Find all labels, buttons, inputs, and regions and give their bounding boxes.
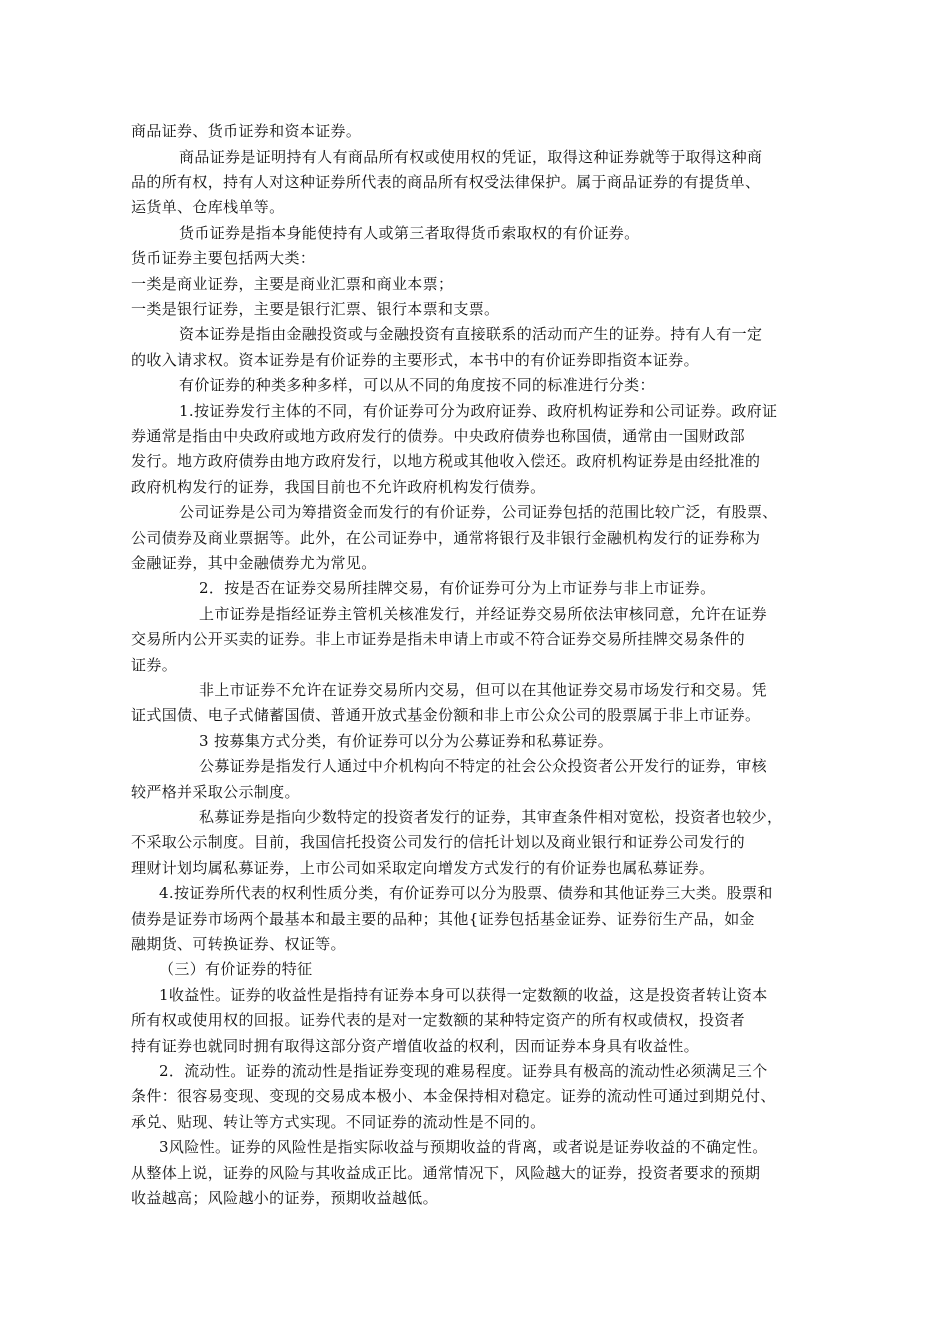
text-line: 较严格并采取公示制度。 xyxy=(131,783,300,801)
text-line: 3 按募集方式分类，有价证券可以分为公募证券和私募证券。 xyxy=(199,732,614,750)
text-line: 上市证券是指经证券主管机关核准发行，并经证券交易所依法审核同意，允许在证券 xyxy=(199,605,767,623)
text-line: 货币证券是指本身能使持有人或第三者取得货币索取权的有价证券。 xyxy=(179,224,640,242)
text-line: 非上市证券不允许在证券交易所内交易，但可以在其他证券交易市场发行和交易。凭 xyxy=(199,681,767,699)
text-line: 政府机构发行的证券，我国目前也不允许政府机构发行债券。 xyxy=(131,478,546,496)
text-line: 交易所内公开买卖的证券。非上市证券是指未申请上市或不符合证券交易所挂牌交易条件的 xyxy=(131,630,746,648)
text-line: 货币证券主要包括两大类： xyxy=(131,249,316,267)
section-heading: （三）有价证券的特征 xyxy=(159,960,313,978)
text-line: 商品证券是证明持有人有商品所有权或使用权的凭证，取得这种证券就等于取得这种商 xyxy=(179,148,763,166)
text-line: 承兑、贴现、转让等方式实现。不同证券的流动性是不同的。 xyxy=(131,1113,546,1131)
text-line: 理财计划均属私募证券，上市公司如采取定向增发方式发行的有价证券也属私募证券。 xyxy=(131,859,715,877)
text-line: 公司债券及商业票据等。此外，在公司证券中，通常将银行及非银行金融机构发行的证券称为 xyxy=(131,529,761,547)
text-line: 从整体上说，证券的风险与其收益成正比。通常情况下，风险越大的证券，投资者要求的预期 xyxy=(131,1164,761,1182)
text-line: 券通常是指由中央政府或地方政府发行的债券。中央政府债券也称国债，通常由一国财政部 xyxy=(131,427,746,445)
text-line: 证式国债、电子式储蓄国债、普通开放式基金份额和非上市公众公司的股票属于非上市证券。 xyxy=(131,706,761,724)
text-line: 不采取公示制度。目前，我国信托投资公司发行的信托计划以及商业银行和证券公司发行的 xyxy=(131,833,746,851)
text-line: 一类是商业证券，主要是商业汇票和商业本票； xyxy=(131,275,454,293)
text-line: 证券。 xyxy=(131,656,178,674)
text-line: 商品证券、货币证券和资本证券。 xyxy=(131,122,362,140)
text-line: 所有权或使用权的回报。证券代表的是对一定数额的某种特定资产的所有权或债权，投资者 xyxy=(131,1011,746,1029)
text-line: 4.按证券所代表的权利性质分类，有价证券可以分为股票、债券和其他证券三大类。股票和 xyxy=(159,884,773,902)
text-line: 运货单、仓库栈单等。 xyxy=(131,198,285,216)
text-line: 有价证券的种类多种多样，可以从不同的角度按不同的标准进行分类： xyxy=(179,376,655,394)
text-line: 2．流动性。证券的流动性是指证券变现的难易程度。证券具有极高的流动性必须满足三个 xyxy=(159,1062,768,1080)
text-line: 融期货、可转换证券、权证等。 xyxy=(131,935,346,953)
text-line: 3风险性。证券的风险性是指实际收益与预期收益的背离，或者说是证券收益的不确定性。 xyxy=(159,1138,768,1156)
text-line: 1收益性。证券的收益性是指持有证券本身可以获得一定数额的收益，这是投资者转让资本 xyxy=(159,986,768,1004)
text-line: 一类是银行证券，主要是银行汇票、银行本票和支票。 xyxy=(131,300,500,318)
text-line: 债券是证券市场两个最基本和最主要的品种；其他{证券包括基金证券、证券衍生产品，如金 xyxy=(131,910,755,928)
text-line: 发行。地方政府债券由地方政府发行，以地方税或其他收入偿还。政府机构证券是由经批准的 xyxy=(131,452,761,470)
text-line: 私募证券是指向少数特定的投资者发行的证券，其审查条件相对宽松，投资者也较少， xyxy=(199,808,783,826)
text-line: 收益越高；风险越小的证券，预期收益越低。 xyxy=(131,1189,439,1207)
text-line: 的收入请求权。资本证券是有价证券的主要形式，本书中的有价证券即指资本证券。 xyxy=(131,351,699,369)
text-line: 公司证券是公司为筹措资金而发行的有价证券，公司证券包括的范围比较广泛，有股票、 xyxy=(179,503,778,521)
text-line: 资本证券是指由金融投资或与金融投资有直接联系的活动而产生的证券。持有人有一定 xyxy=(179,325,763,343)
text-line: 2．按是否在证券交易所挂牌交易，有价证券可分为上市证券与非上市证券。 xyxy=(199,579,716,597)
text-line: 公募证券是指发行人通过中介机构向不特定的社会公众投资者公开发行的证券，审核 xyxy=(199,757,767,775)
text-line: 1.按证券发行主体的不同，有价证券可分为政府证券、政府机构证券和公司证券。政府证 xyxy=(179,402,778,420)
text-line: 金融证券，其中金融债券尤为常见。 xyxy=(131,554,377,572)
text-line: 条件：很容易变现、变现的交易成本极小、本金保持相对稳定。证券的流动性可通过到期兑付、 xyxy=(131,1087,776,1105)
text-line: 品的所有权，持有人对这种证券所代表的商品所有权受法律保护。属于商品证券的有提货单、 xyxy=(131,173,761,191)
text-line: 持有证券也就同时拥有取得这部分资产增值收益的权利，因而证券本身具有收益性。 xyxy=(131,1037,699,1055)
